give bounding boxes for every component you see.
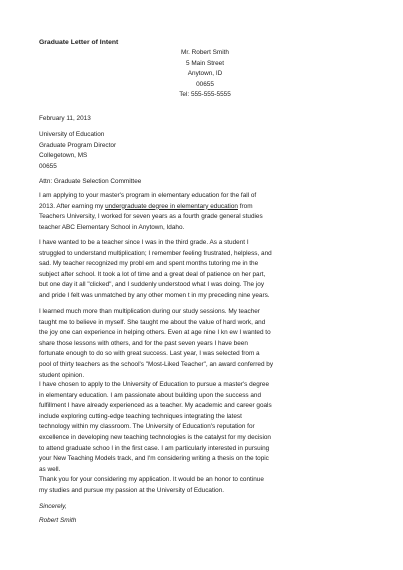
paragraph-line: I am applying to your master's program in elementary education for the fall of <box>39 192 257 199</box>
paragraph-line: your New Teaching Models track, and I'm considering writing a thesis on the topic <box>39 455 269 463</box>
sender-zip: 00655 <box>196 80 214 88</box>
paragraph-line: as well. <box>39 465 61 473</box>
paragraph-line: share those lessons with others, and for the past seven years I have been <box>39 339 248 347</box>
letter-title: Graduate Letter of Intent <box>39 39 119 46</box>
paragraph-line: I have wanted to be a teacher since I was in the third grade. As a student I <box>39 239 249 246</box>
paragraph-goals <box>39 380 369 475</box>
sender-phone: Tel: 555-555-5555 <box>179 91 231 99</box>
paragraph-line: teacher ABC Elementary School in Anytown, Idaho. <box>39 223 185 231</box>
paragraph-line: and pride I felt was unmatched by any other momen t in my preceding nine years. <box>39 291 270 299</box>
sender-city: Anytown, ID <box>187 70 223 78</box>
recipient-line: 00655 <box>39 162 57 170</box>
paragraph-line: pool of thirty teachers as the school's "Most-Liked Teacher", an award conferred by <box>39 360 274 368</box>
paragraph-line: student opinion. <box>39 371 85 379</box>
recipient-line: Graduate Program Director <box>39 141 117 149</box>
paragraph-line: technology within my classroom. The University of Education's reputation for <box>39 423 255 431</box>
recipient-line: Collegetown, MS <box>39 152 88 160</box>
paragraph-line: I learned much more than multiplication during our study sessions. My teacher <box>39 308 260 315</box>
paragraph-line <box>39 202 369 213</box>
paragraph-line: excellence in developing new teaching technologies is the catalyst for my decision <box>39 433 271 441</box>
paragraph-line: I have chosen to apply to the University of Education to pursue a master's degree <box>39 381 269 388</box>
paragraph-line: include exploring cutting-edge teaching techniques integrating the latest <box>39 412 242 420</box>
underlined-text: undergraduate degree in elementary education <box>105 202 238 210</box>
paragraph-motivation <box>39 238 369 302</box>
paragraph-line: Teachers University, I worked for seven years as a fourth grade general studies <box>39 213 263 221</box>
sender-name: Mr. Robert Smith <box>181 49 229 56</box>
paragraph-thanks <box>39 475 369 496</box>
paragraph-intro <box>39 191 369 233</box>
paragraph-line: but one day it all "clicked", and I suddenly understood what I was doing. The joy <box>39 281 265 289</box>
recipient-address <box>39 130 369 172</box>
paragraph-line: in elementary education. I am passionate about building upon the success and <box>39 391 262 399</box>
sender-street: 5 Main Street <box>185 59 224 67</box>
paragraph-experience <box>39 307 369 381</box>
recipient-line: University of Education <box>39 131 105 138</box>
text-span: 2013. After earning my <box>39 202 106 210</box>
paragraph-line: the joy one can experience in helping others. Even at age nine I kn ew I wanted to <box>39 329 271 337</box>
paragraph-line: to attend graduate schoo l in the first case. I am particularly interested in pursuing <box>39 444 270 452</box>
paragraph-line: subject after school. It took a lot of time and a great deal of patience on her part, <box>39 270 266 278</box>
closing: Sincerely, <box>39 503 67 510</box>
paragraph-line: taught me to believe in myself. She taught me about the value of hard work, and <box>39 318 266 326</box>
signature-name: Robert Smith <box>39 517 77 524</box>
letter-date: February 11, 2013 <box>39 115 91 122</box>
paragraph-line: sad. My teacher recognized my probl em and spent months tutoring me in the <box>39 260 259 268</box>
paragraph-line: fortunate enough to do so with great success. Last year, I was selected from a <box>39 350 260 358</box>
sender-address <box>135 48 275 101</box>
paragraph-line: my studies and pursue my passion at the University of Education. <box>39 486 225 494</box>
attention-line: Attn: Graduate Selection Committee <box>39 178 142 185</box>
text-span: from <box>237 202 253 210</box>
paragraph-line: fulfillment I have already experienced as a teacher. My academic and career goals <box>39 402 272 410</box>
paragraph-line: Thank you for your considering my application. It would be an honor to continue <box>39 476 264 483</box>
paragraph-line: struggled to understand multiplication; I remember feeling frustrated, helpless, and <box>39 249 272 257</box>
